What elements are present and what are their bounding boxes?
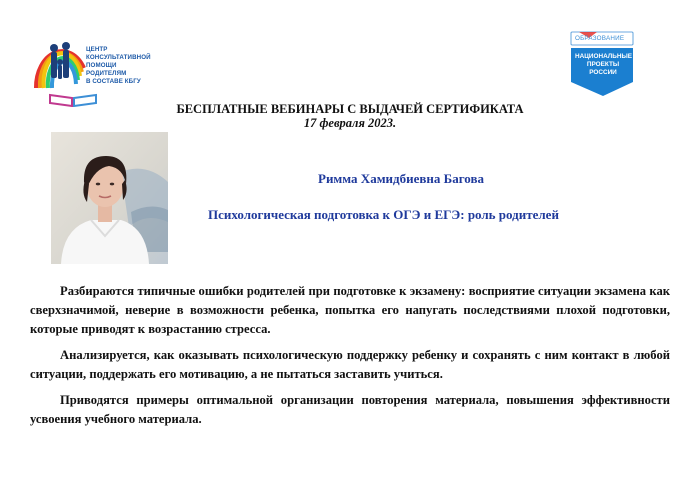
logo-line: РОССИИ [589,69,617,76]
logo-line: В СОСТАВЕ КБГУ [86,78,141,85]
center-logo [30,28,158,110]
logo-line: НАЦИОНАЛЬНЫЕ [575,53,632,60]
logo-line: РОДИТЕЛЯМ [86,70,127,77]
description-paragraph: Разбираются типичные ошибки родителей при подготовке к экзамену: восприятие ситуации экзамена как сверхзначимой, неверие в возможности ребенка, попытка его напугать последствиями плохой подготовки, которые приводят к возрастанию стресса. [30,284,670,336]
page-header [90,102,610,130]
webinar-topic: Психологическая подготовка к ОГЭ и ЕГЭ: роль родителей [208,207,559,222]
logo-top-text: ОБРАЗОВАНИЕ [575,35,625,42]
logo-main-text [575,53,631,77]
description [30,282,670,436]
family-rainbow-logo-icon [30,28,88,96]
description-paragraph: Приводятся примеры оптимальной организации повторения материала, повышения эффективности усвоения учебного материала. [30,393,670,426]
logo-line: ПРОЕКТЫ [586,61,620,68]
logo-line: ЦЕНТР [86,46,108,53]
speaker-photo [51,132,168,264]
description-paragraph: Анализируется, как оказывать психологическую поддержку ребенку и сохранять с ним контакт в любой ситуации, поддержать его мотивацию, а не пытаться заставить учиться. [30,348,670,381]
logo-line: КОНСУЛЬТАТИВНОЙ [86,54,151,61]
center-logo-text [86,46,166,86]
speaker-name: Римма Хамидбиевна Багова [318,171,485,186]
logo-line: ПОМОЩИ [86,62,117,69]
page-title: БЕСПЛАТНЫЕ ВЕБИНАРЫ С ВЫДАЧЕЙ СЕРТИФИКАТА [176,102,524,116]
national-projects-logo [563,30,641,98]
event-date: 17 февраля 2023. [303,116,397,130]
